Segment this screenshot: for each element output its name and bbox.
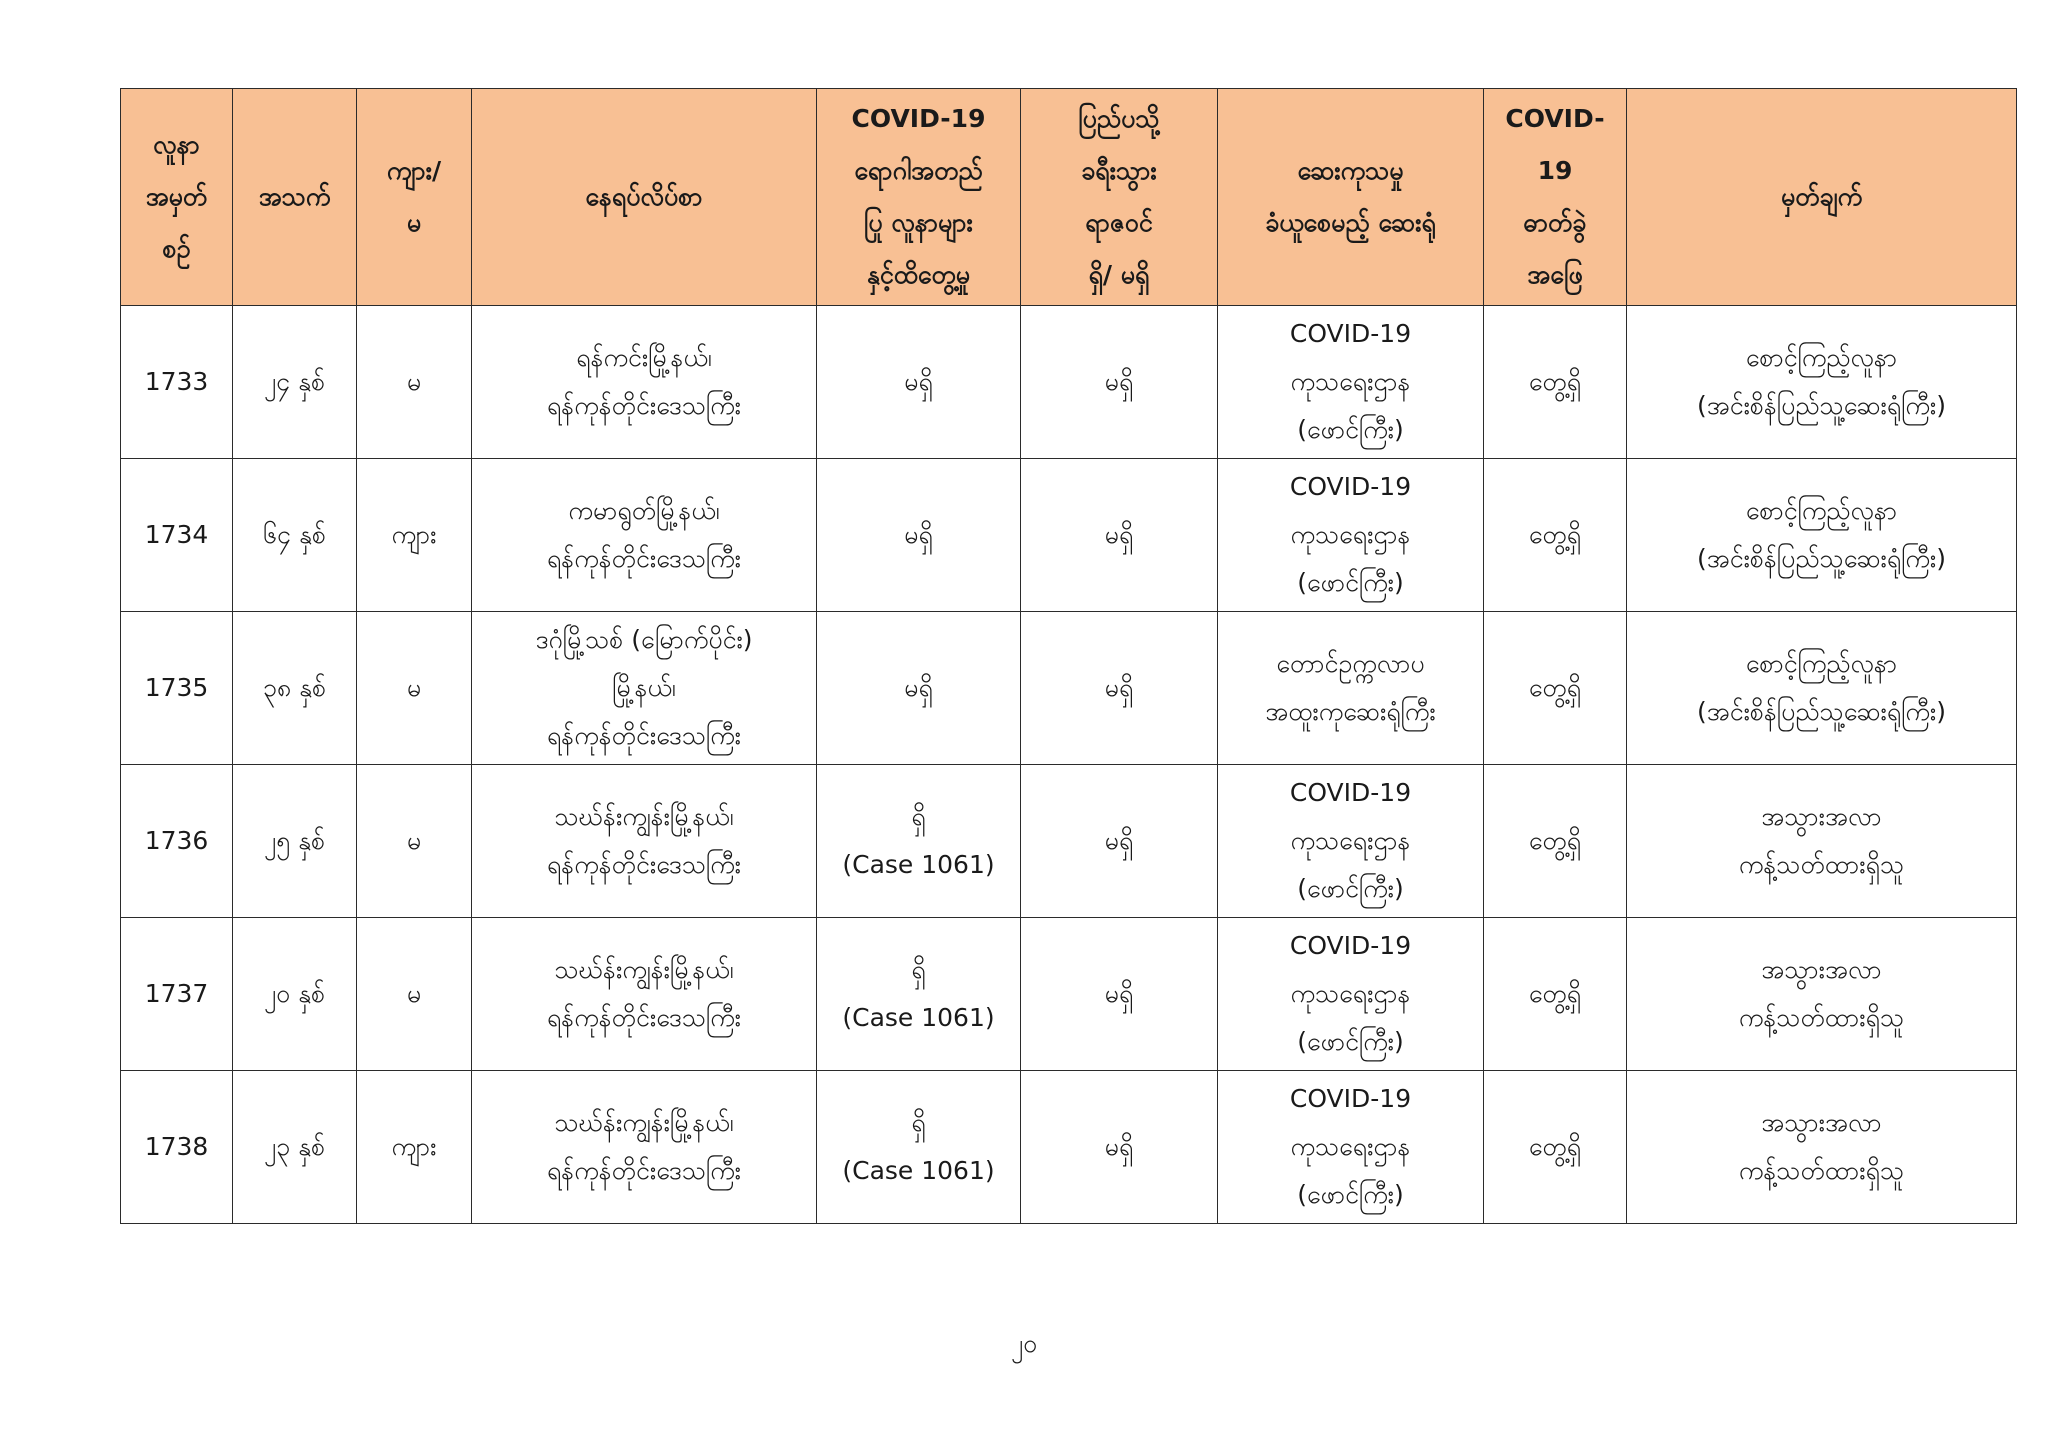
header-travel-history: ပြည်ပသို့ ခရီးသွား ရာဇဝင် ရှိ/ မရှိ: [1021, 89, 1218, 306]
table-header-row: [121, 89, 2017, 306]
header-address: နေရပ်လိပ်စာ: [472, 89, 817, 306]
cell-sex: ကျား: [357, 1071, 472, 1224]
cell-remark: အသွားအလာ ကန့်သတ်ထားရှိသူ: [1627, 918, 2017, 1071]
header-remark: မှတ်ချက်: [1627, 89, 2017, 306]
cell-travel: မရှိ: [1021, 918, 1218, 1071]
table-row: [121, 459, 2017, 612]
header-sex: ကျား/ မ: [357, 89, 472, 306]
header-age: အသက်: [233, 89, 357, 306]
table-row: [121, 918, 2017, 1071]
cell-address: ရန်ကင်းမြို့နယ်၊ ရန်ကုန်တိုင်းဒေသကြီး: [472, 306, 817, 459]
header-contact: COVID-19 ရောဂါအတည် ပြု လူနာများ နှင့်ထိတွေ့မှု: [817, 89, 1021, 306]
cell-remark: စောင့်ကြည့်လူနာ (အင်းစိန်ပြည်သူ့ဆေးရုံကြီး): [1627, 459, 2017, 612]
header-case-number: လူနာ အမှတ် စဉ်: [121, 89, 233, 306]
cell-age: ၃၈ နှစ်: [233, 612, 357, 765]
cell-hospital: COVID-19 ကုသရေးဌာန (ဖောင်ကြီး): [1218, 306, 1484, 459]
cell-case-number: 1734: [121, 459, 233, 612]
cell-lab-result: တွေ့ရှိ: [1484, 459, 1627, 612]
cell-contact: ရှိ (Case 1061): [817, 1071, 1021, 1224]
cell-hospital: COVID-19 ကုသရေးဌာန (ဖောင်ကြီး): [1218, 918, 1484, 1071]
cell-contact: ရှိ (Case 1061): [817, 918, 1021, 1071]
cell-hospital: COVID-19 ကုသရေးဌာန (ဖောင်ကြီး): [1218, 1071, 1484, 1224]
cell-lab-result: တွေ့ရှိ: [1484, 612, 1627, 765]
cell-sex: မ: [357, 306, 472, 459]
cell-remark: အသွားအလာ ကန့်သတ်ထားရှိသူ: [1627, 765, 2017, 918]
covid-case-table: [120, 88, 2017, 1224]
cell-travel: မရှိ: [1021, 765, 1218, 918]
cell-sex: မ: [357, 918, 472, 1071]
cell-hospital: COVID-19 ကုသရေးဌာန (ဖောင်ကြီး): [1218, 459, 1484, 612]
table-row: [121, 612, 2017, 765]
cell-travel: မရှိ: [1021, 1071, 1218, 1224]
cell-case-number: 1738: [121, 1071, 233, 1224]
cell-age: ၂၄ နှစ်: [233, 306, 357, 459]
cell-case-number: 1733: [121, 306, 233, 459]
cell-remark: စောင့်ကြည့်လူနာ (အင်းစိန်ပြည်သူ့ဆေးရုံကြီး): [1627, 612, 2017, 765]
cell-travel: မရှိ: [1021, 306, 1218, 459]
cell-contact: မရှိ: [817, 612, 1021, 765]
cell-case-number: 1736: [121, 765, 233, 918]
header-lab-result: COVID- 19 ဓာတ်ခွဲ အဖြေ: [1484, 89, 1627, 306]
table-row: [121, 306, 2017, 459]
cell-remark: စောင့်ကြည့်လူနာ (အင်းစိန်ပြည်သူ့ဆေးရုံကြီး): [1627, 306, 2017, 459]
cell-hospital: COVID-19 ကုသရေးဌာန (ဖောင်ကြီး): [1218, 765, 1484, 918]
cell-address: သဃ်န်းကျွန်းမြို့နယ်၊ ရန်ကုန်တိုင်းဒေသကြီး: [472, 765, 817, 918]
cell-sex: မ: [357, 612, 472, 765]
cell-lab-result: တွေ့ရှိ: [1484, 918, 1627, 1071]
cell-sex: ကျား: [357, 459, 472, 612]
cell-travel: မရှိ: [1021, 612, 1218, 765]
cell-age: ၂၅ နှစ်: [233, 765, 357, 918]
page-number: ၂၀: [1010, 1329, 1038, 1358]
cell-contact: မရှိ: [817, 306, 1021, 459]
cell-address: ကမာရွတ်မြို့နယ်၊ ရန်ကုန်တိုင်းဒေသကြီး: [472, 459, 817, 612]
cell-address: သဃ်န်းကျွန်းမြို့နယ်၊ ရန်ကုန်တိုင်းဒေသကြီး: [472, 1071, 817, 1224]
cell-lab-result: တွေ့ရှိ: [1484, 765, 1627, 918]
cell-case-number: 1737: [121, 918, 233, 1071]
header-hospital: ဆေးကုသမှု ခံယူစေမည့် ဆေးရုံ: [1218, 89, 1484, 306]
cell-hospital: တောင်ဥက္ကလာပ အထူးကုဆေးရုံကြီး: [1218, 612, 1484, 765]
cell-address: ဒဂုံမြို့သစ် (မြောက်ပိုင်း) မြို့နယ်၊ ရန်ကုန်တိုင်းဒေသကြီး: [472, 612, 817, 765]
cell-lab-result: တွေ့ရှိ: [1484, 1071, 1627, 1224]
cell-contact: ရှိ (Case 1061): [817, 765, 1021, 918]
cell-case-number: 1735: [121, 612, 233, 765]
table-row: [121, 1071, 2017, 1224]
cell-address: သဃ်န်းကျွန်းမြို့နယ်၊ ရန်ကုန်တိုင်းဒေသကြီး: [472, 918, 817, 1071]
cell-age: ၂၀ နှစ်: [233, 918, 357, 1071]
cell-sex: မ: [357, 765, 472, 918]
table-row: [121, 765, 2017, 918]
cell-contact: မရှိ: [817, 459, 1021, 612]
cell-age: ၂၃ နှစ်: [233, 1071, 357, 1224]
cell-travel: မရှိ: [1021, 459, 1218, 612]
cell-age: ၆၄ နှစ်: [233, 459, 357, 612]
cell-lab-result: တွေ့ရှိ: [1484, 306, 1627, 459]
cell-remark: အသွားအလာ ကန့်သတ်ထားရှိသူ: [1627, 1071, 2017, 1224]
